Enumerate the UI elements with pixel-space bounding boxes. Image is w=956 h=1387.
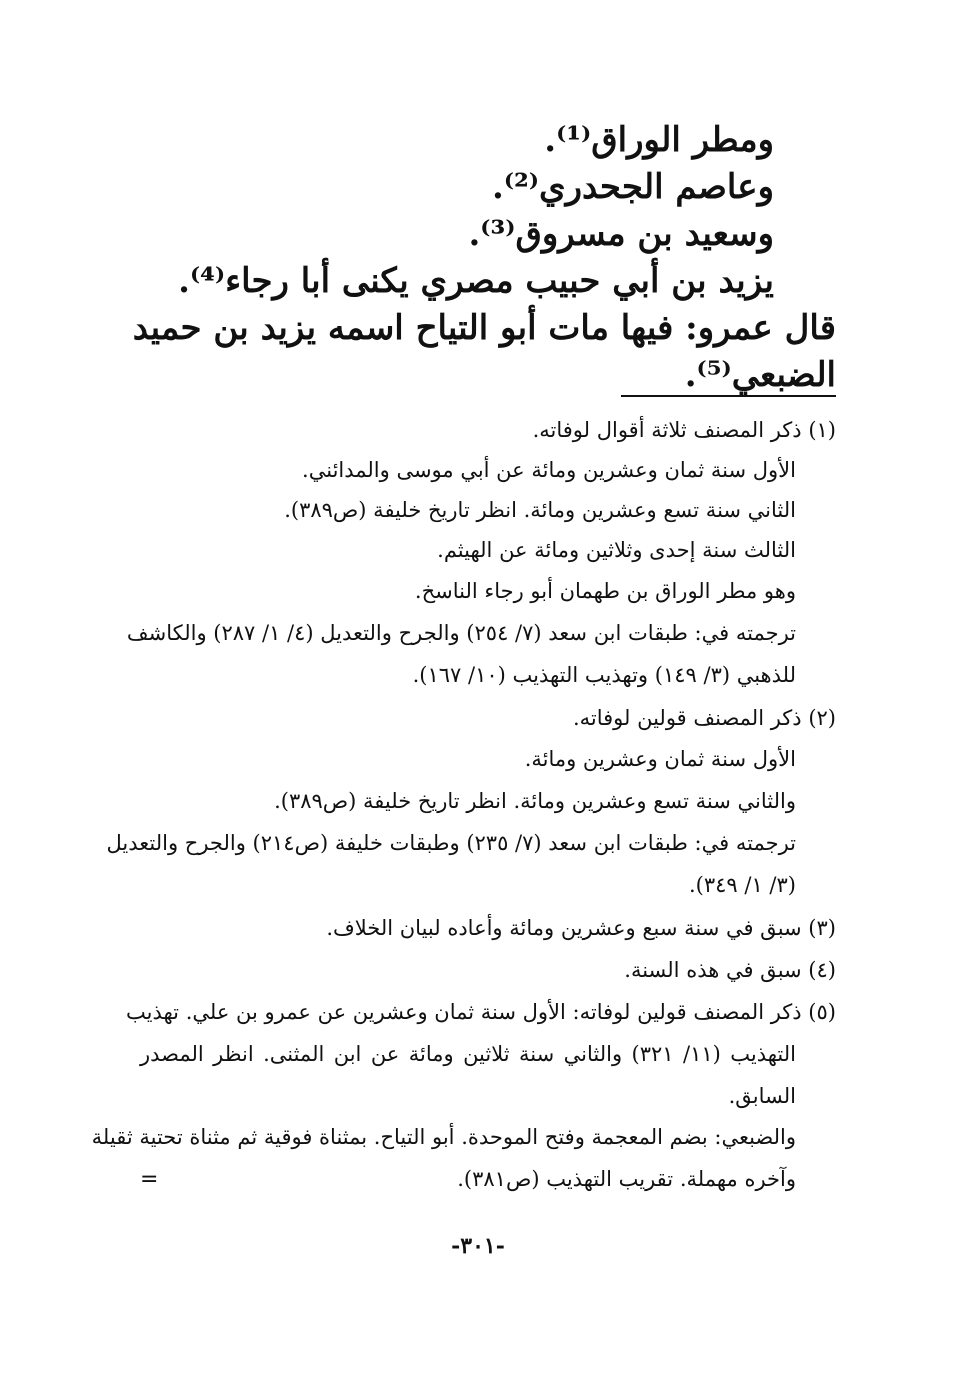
footnote-line: الثالث سنة إحدى وثلاثين ومائة عن الهيثم. <box>437 538 796 562</box>
footnote-line: الأول سنة ثمان وعشرين ومائة عن أبي موسى والمدائني. <box>302 458 796 482</box>
footnote-line: الأول سنة ثمان وعشرين ومائة. <box>524 747 796 771</box>
footnote-line: والضبعي: بضم المعجمة وفتح الموحدة. أبو التياح. بمثناة فوقية ثم مثناة تحتية ثقيلة <box>91 1125 796 1149</box>
main-text-line: وعاصم الجحدري⁽²⁾. <box>492 167 774 207</box>
footnote-line: وآخره مهملة. تقريب التهذيب (ص٣٨١). <box>457 1167 796 1191</box>
footnote-5: (٥) ذكر المصنف قولين لوفاته: الأول سنة ثمان وعشرين عن عمرو بن علي. تهذيب <box>126 1000 836 1024</box>
main-text-line: قال عمرو: فيها مات أبو التياح اسمه يزيد بن حميد <box>132 308 836 348</box>
footnote-separator <box>621 395 836 397</box>
footnote-line: الثاني سنة تسع وعشرين ومائة. انظر تاريخ خليفة (ص٣٨٩). <box>284 498 796 522</box>
footnote-2: (٢) ذكر المصنف قولين لوفاته. <box>572 706 836 730</box>
main-text-line: يزيد بن أبي حبيب مصري يكنى أبا رجاء⁽⁴⁾. <box>178 261 774 301</box>
footnote-line: ترجمته في: طبقات ابن سعد (٧/ ٢٥٤) والجرح والتعديل (٤/ ١/ ٢٨٧) والكاشف <box>126 621 796 645</box>
footnote-4: (٤) سبق في هذه السنة. <box>624 958 836 982</box>
main-text-line: وسعيد بن مسروق⁽³⁾. <box>468 214 774 254</box>
footnote-1: (١) ذكر المصنف ثلاثة أقوال لوفاته. <box>532 418 836 442</box>
continuation-mark: = <box>140 1167 159 1192</box>
footnote-line: للذهبي (٣/ ١٤٩) وتهذيب التهذيب (١٠/ ١٦٧). <box>412 663 796 687</box>
footnote-line: والثاني سنة تسع وعشرين ومائة. انظر تاريخ خليفة (ص٣٨٩). <box>274 789 796 813</box>
footnote-line: ترجمته في: طبقات ابن سعد (٧/ ٢٣٥) وطبقات خليفة (ص٢١٤) والجرح والتعديل <box>106 831 796 855</box>
footnote-line: السابق. <box>728 1084 796 1108</box>
main-text-line: الضبعي⁽⁵⁾. <box>684 355 836 395</box>
footnote-3: (٣) سبق في سنة سبع وعشرين ومائة وأعاده لبيان الخلاف. <box>326 916 836 940</box>
main-text-line: ومطر الوراق⁽¹⁾. <box>544 120 774 160</box>
footnote-line: وهو مطر الوراق بن طهمان أبو رجاء الناسخ. <box>414 579 796 603</box>
footnote-line: (٣/ ١/ ٣٤٩). <box>688 873 796 897</box>
footnote-line: التهذيب (١١/ ٣٢١) والثاني سنة ثلاثين ومائة عن ابن المثنى. انظر المصدر <box>140 1042 796 1066</box>
page-number: -٣٠١- <box>451 1233 505 1259</box>
